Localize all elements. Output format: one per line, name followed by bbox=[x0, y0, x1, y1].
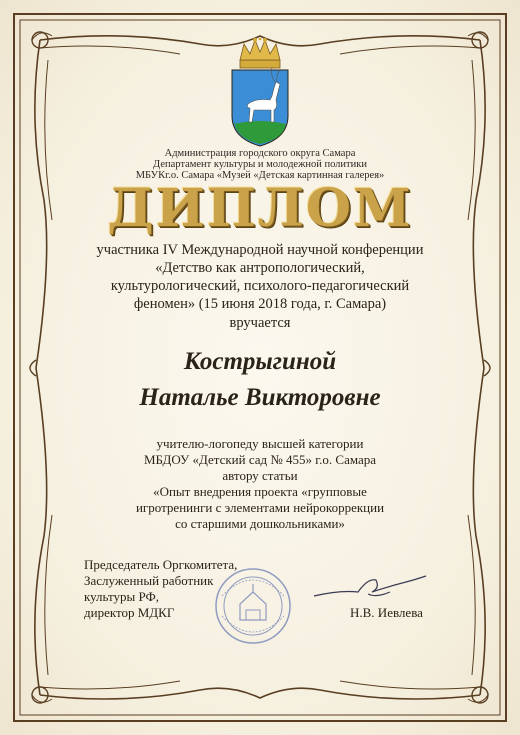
award-line-4: феномен» (15 июня 2018 года, г. Самара) bbox=[133, 296, 387, 312]
org-line-3: МБУКг.о. Самара «Музей «Детская картинная галерея» bbox=[135, 170, 385, 181]
award-line-5: вручается bbox=[229, 315, 291, 331]
details-line-2: МБДОУ «Детский сад № 455» г.о. Самара bbox=[143, 452, 377, 467]
crown-icon bbox=[240, 38, 280, 68]
signature-line-4: директор МДКГ bbox=[84, 605, 175, 620]
recipient-given-names: Наталье Викторовне bbox=[139, 384, 381, 411]
details-line-5: игротренинги с элементами нейрокоррекции bbox=[135, 500, 385, 515]
samara-coat-of-arms-icon bbox=[218, 38, 302, 148]
signature-line-1: Председатель Оргкомитета, bbox=[84, 557, 238, 572]
signer-name: Н.В. Иевлева bbox=[350, 605, 423, 620]
details-line-4: «Опыт внедрения проекта «групповые bbox=[153, 484, 367, 499]
org-line-1: Администрация городского округа Самара bbox=[164, 148, 356, 159]
org-line-2: Департамент культуры и молодежной политики bbox=[153, 159, 367, 170]
official-stamp-icon bbox=[200, 566, 306, 646]
award-line-2: «Детство как антропологический, bbox=[155, 260, 365, 276]
details-line-1: учителю-логопеду высшей категории bbox=[156, 436, 364, 451]
award-line-1: участника IV Международной научной конференции bbox=[96, 242, 424, 258]
signature-line-3: культуры РФ, bbox=[84, 589, 160, 604]
handwritten-signature bbox=[310, 570, 430, 606]
recipient-surname: Кострыгиной bbox=[183, 348, 337, 375]
details-line-3: автору статьи bbox=[222, 468, 298, 483]
details-line-6: со старшими дошкольниками» bbox=[175, 516, 345, 531]
diploma-title: ДИПЛОМ bbox=[107, 178, 413, 239]
signature-line-2: Заслуженный работник bbox=[84, 573, 214, 588]
award-line-3: культурологический, психолого-педагогический bbox=[110, 278, 410, 294]
